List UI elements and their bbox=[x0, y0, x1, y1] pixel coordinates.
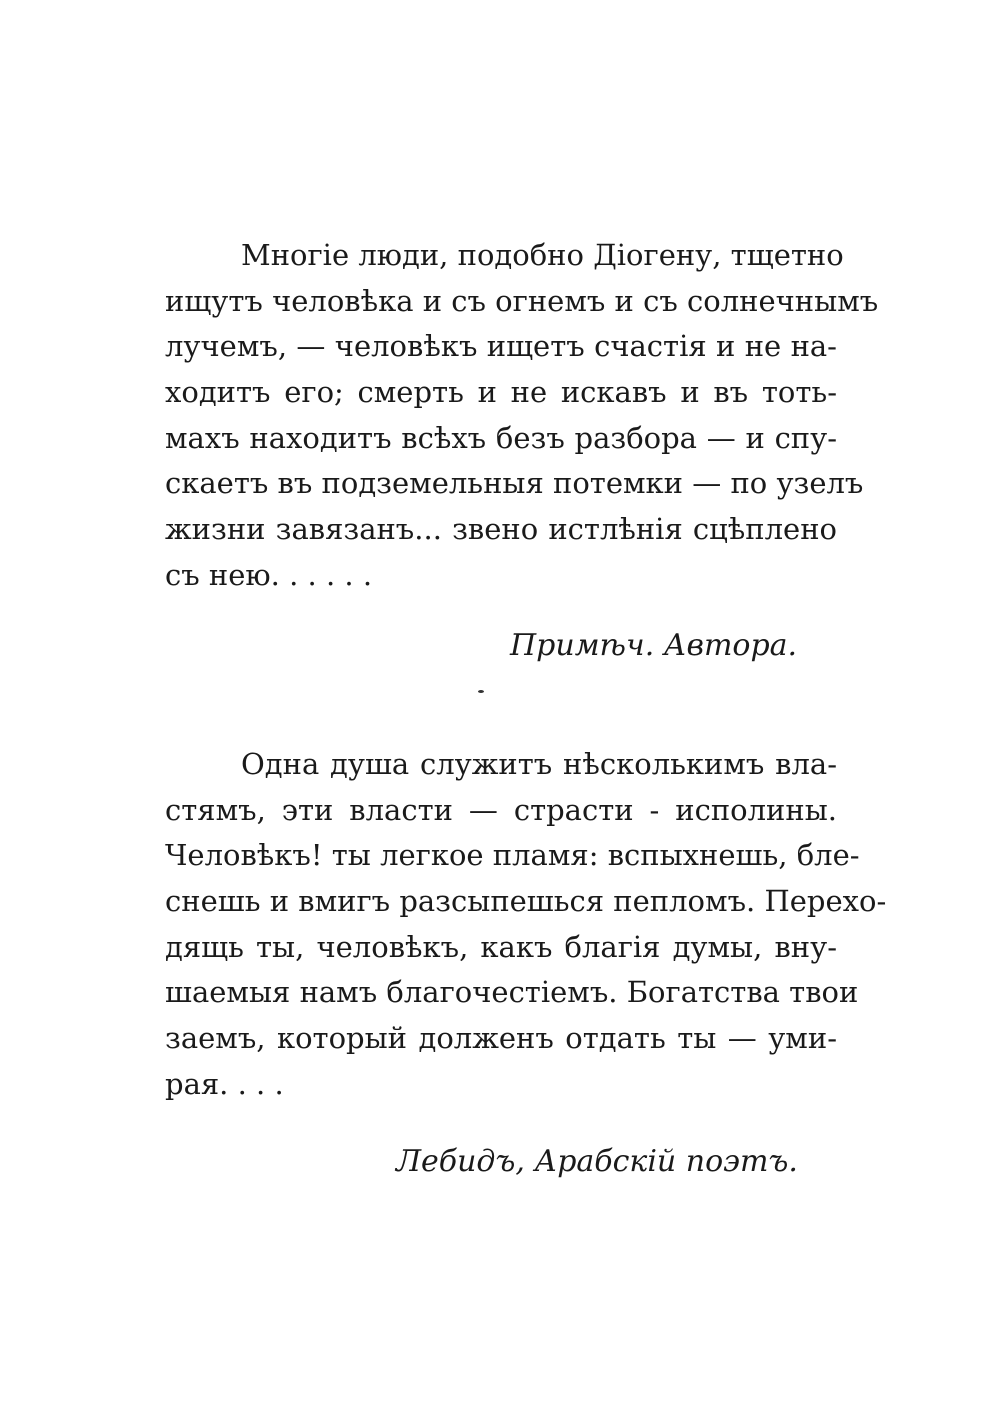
text-line: снешь и вмигъ разсыпешься пепломъ. Перехо- bbox=[165, 884, 887, 919]
text-line: Одна душа служитъ нѣсколькимъ вла- bbox=[241, 747, 837, 781]
text-line: ходитъ его; смерть и не искавъ и въ тоть- bbox=[165, 375, 837, 410]
print-speck bbox=[478, 690, 484, 693]
text-line: махъ находитъ всѣхъ безъ разбора — и спу- bbox=[165, 420, 837, 455]
text-line: ищутъ человѣка и съ огнемъ и съ солнечнымъ bbox=[165, 283, 879, 318]
text-line: стямъ, эти власти — страсти - исполины. bbox=[165, 792, 837, 827]
text-line: съ нею. . . . . . bbox=[165, 557, 373, 592]
quote-attribution: Лебидъ, Арабскій поэтъ. bbox=[396, 1144, 798, 1179]
text-line: дящь ты, человѣкъ, какъ благія думы, вну- bbox=[165, 929, 837, 964]
author-note-attribution: Примѣч. Автора. bbox=[510, 628, 798, 663]
text-line: заемъ, который долженъ отдать ты — уми- bbox=[165, 1021, 837, 1056]
text-line: шаемыя намъ благочестіемъ. Богатства твои bbox=[165, 975, 859, 1010]
text-line: рая. . . . bbox=[165, 1066, 284, 1101]
author-note-paragraph bbox=[165, 233, 879, 599]
text-line: Многіе люди, подобно Діогену, тщетно bbox=[241, 238, 844, 272]
text-line: Человѣкъ! ты легкое пламя: вспыхнешь, бле- bbox=[165, 838, 860, 873]
text-line: жизни завязанъ... звено истлѣнія сцѣплено bbox=[165, 512, 837, 547]
text-line: лучемъ, — человѣкъ ищетъ счастія и не на- bbox=[165, 329, 837, 364]
quote-paragraph bbox=[165, 742, 887, 1108]
text-line: скаетъ въ подземельныя потемки — по узелъ bbox=[165, 466, 864, 501]
